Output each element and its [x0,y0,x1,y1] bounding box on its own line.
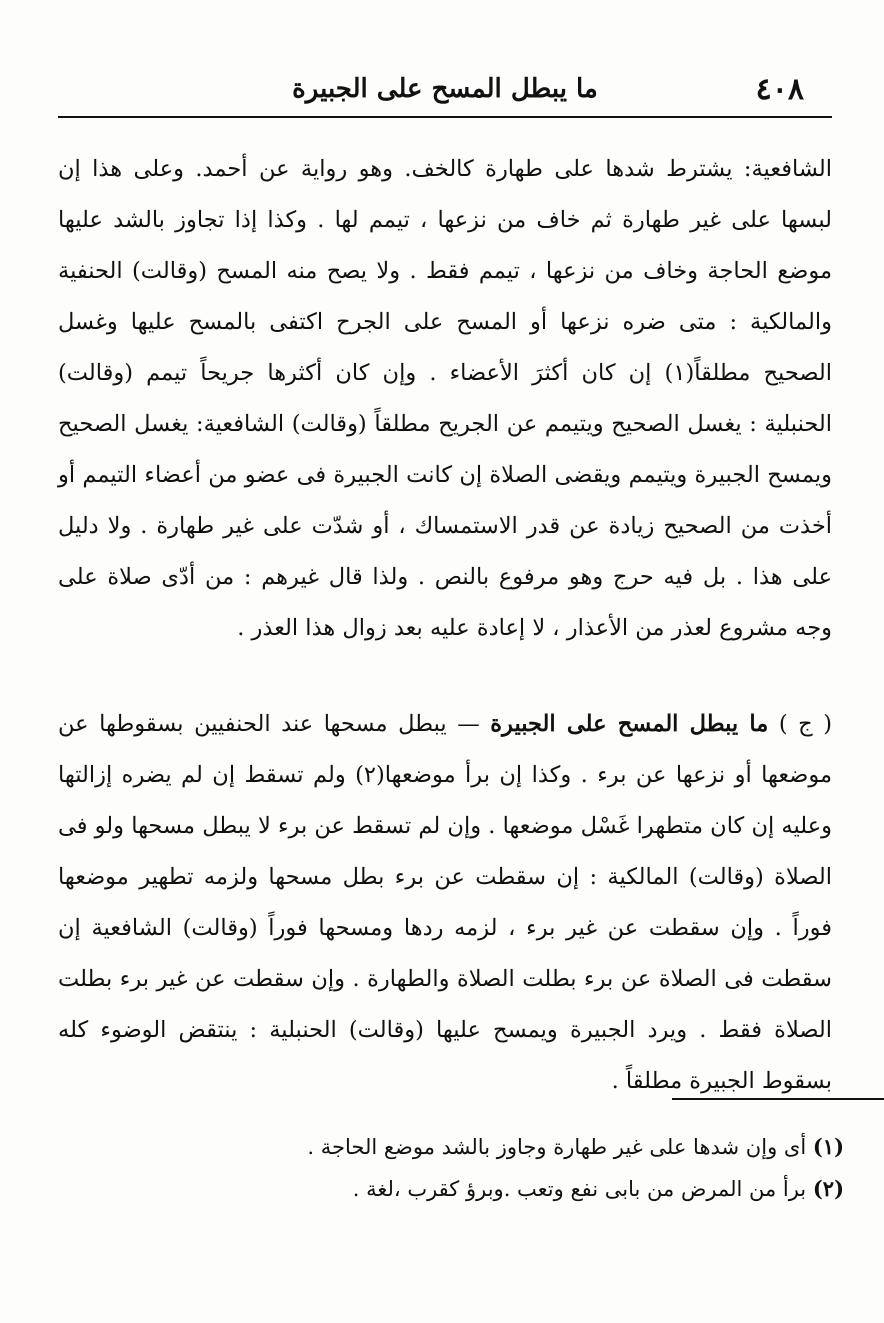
section-text: يبطل مسحها عند الحنفيين بسقوطها عن موضعها أو نزعها عن برء . وكذا إن برأ موضعها(٢) ولم تسقط إن لم يضره إزالتها وعليه إن كان متطهرا غَسْل موضعها . وإن لم تسقط عن برء لا يبطل مسحها ولو فى الصلاة (وقالت) المالكية : إن سقطت عن برء بطل مسحها ولزمه تطهير موضعها فوراً . وإن سقطت عن غير برء ، لزمه ردها ومسحها فوراً (وقالت) الشافعية إن سقطت فى الصلاة عن برء بطلت الصلاة والطهارة . وإن سقطت عن غير برء بطلت الصلاة فقط . ويرد الجبيرة ويمسح عليها (وقالت) الحنبلية : ينتقض الوضوء كله بسقوط الجبيرة مطلقاً . [58,711,833,1094]
page-number: ٤٠٨ [755,72,804,107]
footnote-divider [672,1098,884,1100]
footnote-text: برأ من المرض من بابى نفع وتعب .وبرؤ كقرب ،لغة . [352,1177,807,1201]
paragraph: الشافعية: يشترط شدها على طهارة كالخف. وهو رواية عن أحمد. وعلى هذا إن لبسها على غير طهارة ثم خاف من نزعها ، تيمم لها . وكذا إذا تجاوز بالشد عليها موضع الحاجة وخاف من نزعها ، تيمم فقط . ولا يصح منه المسح (وقالت) الحنفية والمالكية : متى ضره نزعها أو المسح على الجرح اكتفى بالمسح عليها وغسل الصحيح مطلقاً(١) إن كان أكثرَ الأعضاء . وإن كان أكثرها جريحاً تيمم (وقالت) الحنبلية : يغسل الصحيح ويتيمم عن الجريح مطلقاً (وقالت) الشافعية: يغسل الصحيح ويمسح الجبيرة ويتيمم ويقضى الصلاة إن كانت الجبيرة فى عضو من أعضاء التيمم أو أخذت من الصحيح زيادة عن قدر الاستمساك ، أو شدّت على غير طهارة . ولا دليل على هذا . بل فيه حرج وهو مرفوع بالنص . ولذا قال غيرهم : من أدّى صلاة على وجه مشروع لعذر من الأعذار ، لا إعادة عليه بعد زوال هذا العذر . [58,156,832,641]
footnotes [0,1126,844,1210]
footnote [0,1168,844,1210]
main-text [58,144,832,1107]
paragraph-section-c [58,699,832,1107]
footnote-number: (١) [812,1134,844,1159]
footnote-number: (٢) [812,1176,844,1201]
page-header [58,60,832,118]
running-title: ما يبطل المسح على الجبيرة [292,74,598,104]
footnote-text: أى وإن شدها على غير طهارة وجاوز بالشد موضع الحاجة . [307,1135,807,1159]
footnote [0,1126,844,1168]
heading-dash: — [457,711,480,737]
section-marker: ( ج ) [778,711,833,737]
section-heading: ما يبطل المسح على الجبيرة [490,711,769,737]
